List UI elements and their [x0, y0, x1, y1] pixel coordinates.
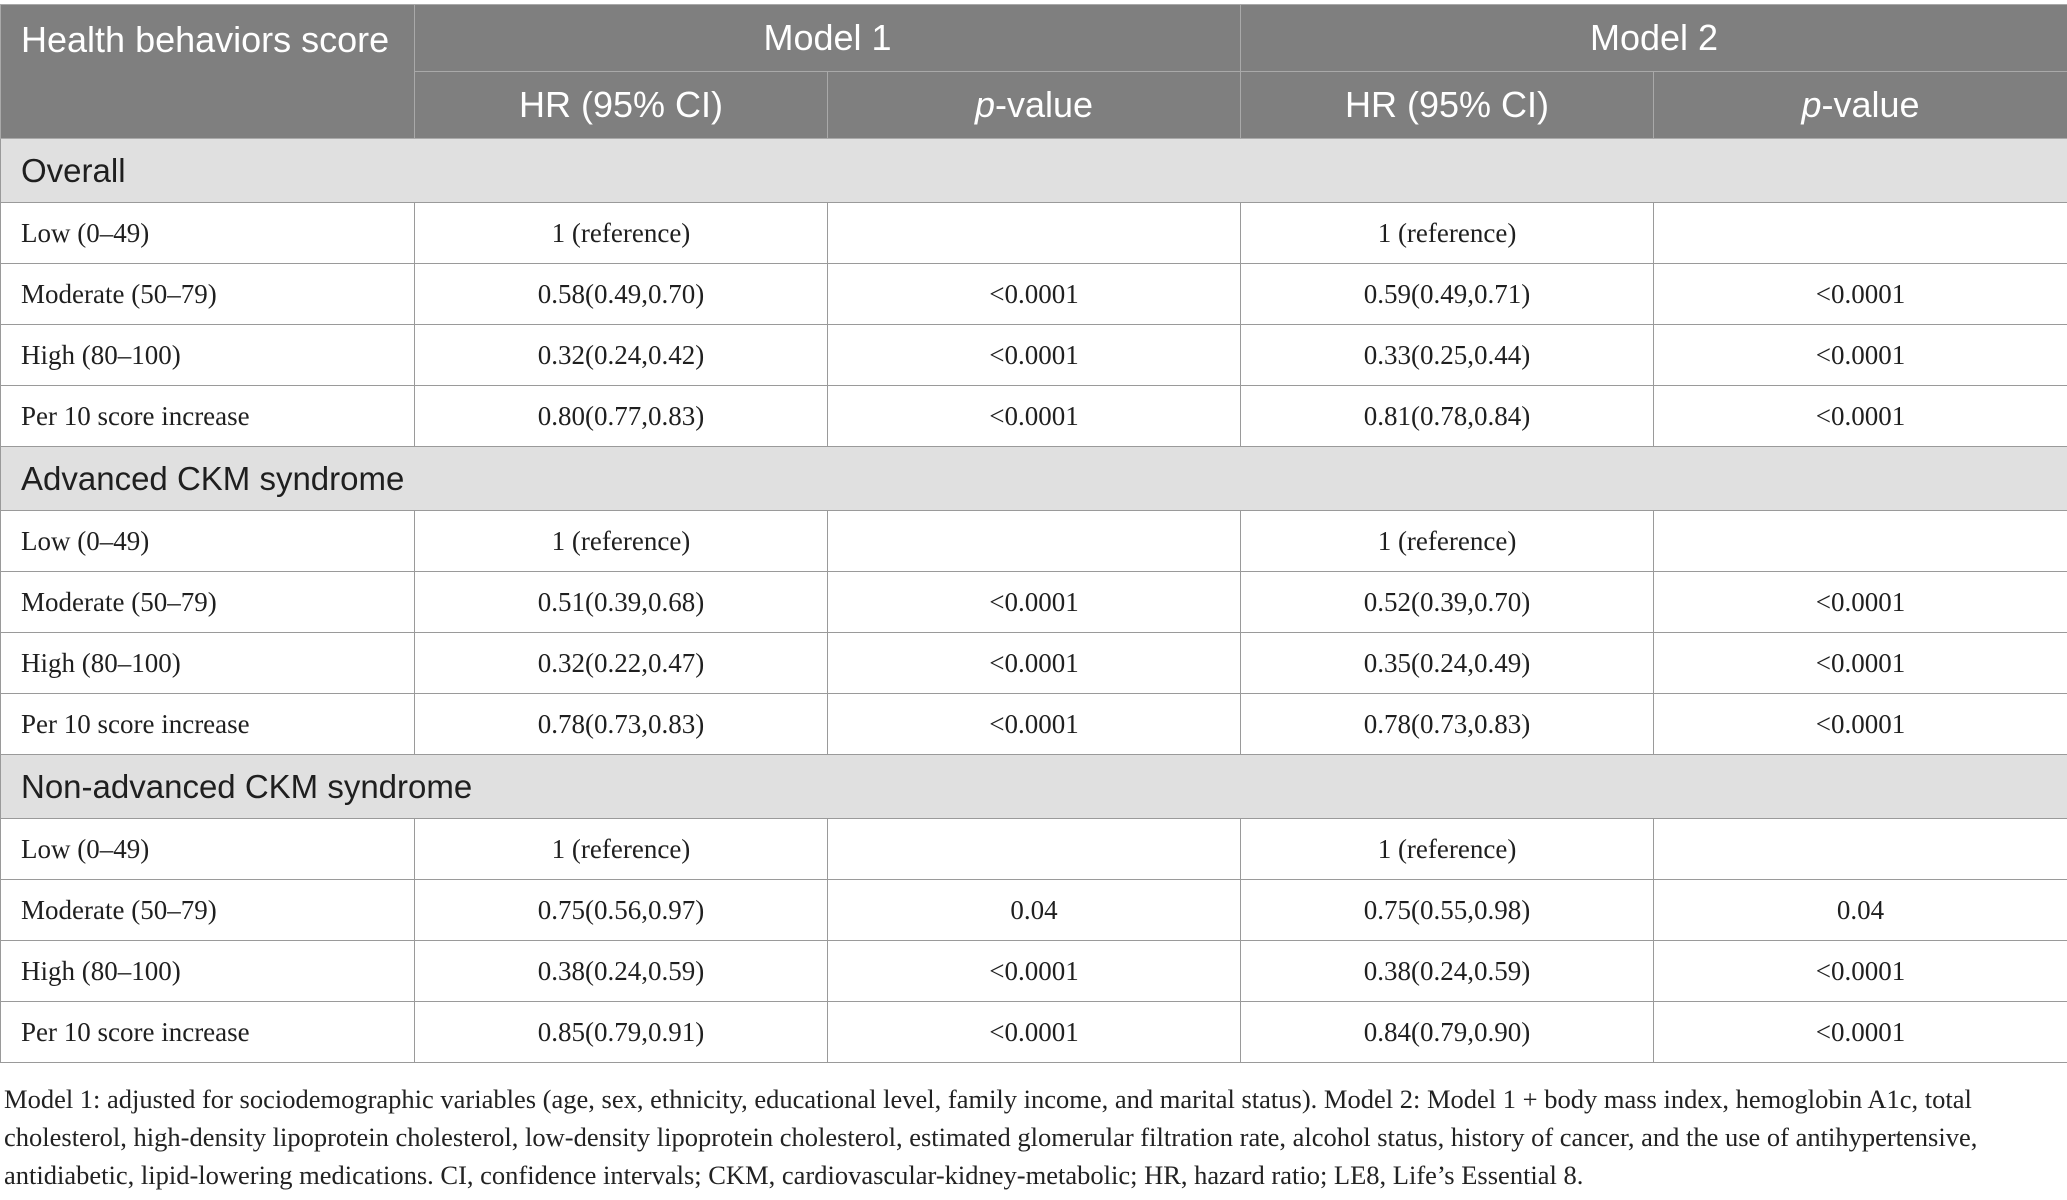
model-1-p-header: [828, 72, 1241, 139]
table-row: [1, 203, 2067, 264]
table-row: [1, 386, 2067, 447]
model-2-hr-cell: 0.78(0.73,0.83): [1241, 694, 1654, 755]
model-2-hr-cell: 0.84(0.79,0.90): [1241, 1002, 1654, 1063]
p-italic: p: [1801, 84, 1822, 125]
section-row-advanced-ckm: [1, 447, 2067, 511]
row-label-header: Health behaviors score: [1, 5, 415, 139]
header-row-models: [1, 5, 2067, 72]
table-row: [1, 264, 2067, 325]
model-1-p-cell: <0.0001: [828, 572, 1241, 633]
table-row: [1, 694, 2067, 755]
model-2-header: Model 2: [1241, 5, 2067, 72]
model-2-p-cell: [1654, 819, 2067, 880]
model-1-hr-cell: 0.32(0.24,0.42): [415, 325, 828, 386]
model-1-p-cell: [828, 203, 1241, 264]
table-row: [1, 880, 2067, 941]
section-row-non-advanced-ckm: [1, 755, 2067, 819]
model-1-p-cell: [828, 819, 1241, 880]
model-2-hr-cell: 0.75(0.55,0.98): [1241, 880, 1654, 941]
row-label: High (80–100): [1, 941, 415, 1002]
model-1-hr-cell: 0.51(0.39,0.68): [415, 572, 828, 633]
model-1-p-cell: 0.04: [828, 880, 1241, 941]
model-2-hr-cell: 1 (reference): [1241, 203, 1654, 264]
results-table-container: [0, 4, 2067, 1063]
model-2-p-cell: <0.0001: [1654, 941, 2067, 1002]
model-2-hr-cell: 0.59(0.49,0.71): [1241, 264, 1654, 325]
model-1-header: Model 1: [415, 5, 1241, 72]
row-label: Low (0–49): [1, 819, 415, 880]
model-1-p-cell: <0.0001: [828, 694, 1241, 755]
model-1-hr-cell: 0.78(0.73,0.83): [415, 694, 828, 755]
model-2-p-cell: <0.0001: [1654, 694, 2067, 755]
model-1-p-cell: <0.0001: [828, 386, 1241, 447]
model-1-hr-cell: 0.38(0.24,0.59): [415, 941, 828, 1002]
model-1-hr-header: HR (95% CI): [415, 72, 828, 139]
model-1-p-cell: <0.0001: [828, 633, 1241, 694]
row-label: Moderate (50–79): [1, 264, 415, 325]
row-label: Low (0–49): [1, 511, 415, 572]
model-2-hr-cell: 0.81(0.78,0.84): [1241, 386, 1654, 447]
model-2-hr-cell: 0.33(0.25,0.44): [1241, 325, 1654, 386]
model-1-hr-cell: 0.75(0.56,0.97): [415, 880, 828, 941]
row-label: High (80–100): [1, 325, 415, 386]
table-row: [1, 1002, 2067, 1063]
row-label: Low (0–49): [1, 203, 415, 264]
row-label: Moderate (50–79): [1, 572, 415, 633]
model-2-hr-cell: 1 (reference): [1241, 819, 1654, 880]
model-1-hr-cell: 1 (reference): [415, 203, 828, 264]
model-2-p-cell: <0.0001: [1654, 1002, 2067, 1063]
model-1-hr-cell: 1 (reference): [415, 819, 828, 880]
hazard-ratio-table: [0, 4, 2067, 1063]
table-row: [1, 941, 2067, 1002]
model-2-p-cell: <0.0001: [1654, 325, 2067, 386]
model-1-hr-cell: 1 (reference): [415, 511, 828, 572]
model-2-hr-header: HR (95% CI): [1241, 72, 1654, 139]
model-2-hr-cell: 0.38(0.24,0.59): [1241, 941, 1654, 1002]
model-2-p-header: [1654, 72, 2067, 139]
model-2-p-cell: [1654, 511, 2067, 572]
table-footnote: Model 1: adjusted for sociodemographic variables (age, sex, ethnicity, educational level, family income, and marital status). Model 2: Model 1 + body mass index, hemoglobin A1c, total cholesterol, high-density lipoprotein cholesterol, low-density lipoprotein cholesterol, estimated glomerular filtration rate, alcohol status, history of cancer, and the use of antihypertensive, antidiabetic, lipid-lowering medications. CI, confidence intervals; CKM, cardiovascular-kidney-metabolic; HR, hazard ratio; LE8, Life’s Essential 8.: [4, 1084, 1978, 1190]
section-title: Overall: [1, 139, 2067, 203]
model-1-p-cell: <0.0001: [828, 941, 1241, 1002]
model-2-p-cell: <0.0001: [1654, 572, 2067, 633]
model-1-hr-cell: 0.85(0.79,0.91): [415, 1002, 828, 1063]
table-row: [1, 572, 2067, 633]
model-1-p-cell: <0.0001: [828, 264, 1241, 325]
model-1-p-cell: <0.0001: [828, 325, 1241, 386]
table-row: [1, 511, 2067, 572]
model-2-hr-cell: 1 (reference): [1241, 511, 1654, 572]
model-2-p-cell: <0.0001: [1654, 264, 2067, 325]
row-label: High (80–100): [1, 633, 415, 694]
table-row: [1, 633, 2067, 694]
model-2-p-cell: <0.0001: [1654, 633, 2067, 694]
table-row: [1, 325, 2067, 386]
model-1-p-cell: [828, 511, 1241, 572]
p-suffix: -value: [994, 84, 1094, 125]
model-1-hr-cell: 0.80(0.77,0.83): [415, 386, 828, 447]
model-2-p-cell: [1654, 203, 2067, 264]
model-1-p-cell: <0.0001: [828, 1002, 1241, 1063]
model-2-hr-cell: 0.35(0.24,0.49): [1241, 633, 1654, 694]
model-1-hr-cell: 0.58(0.49,0.70): [415, 264, 828, 325]
section-title: Non-advanced CKM syndrome: [1, 755, 2067, 819]
row-label: Per 10 score increase: [1, 1002, 415, 1063]
section-row-overall: [1, 139, 2067, 203]
row-label: Moderate (50–79): [1, 880, 415, 941]
model-1-hr-cell: 0.32(0.22,0.47): [415, 633, 828, 694]
table-row: [1, 819, 2067, 880]
model-2-p-cell: <0.0001: [1654, 386, 2067, 447]
model-2-hr-cell: 0.52(0.39,0.70): [1241, 572, 1654, 633]
model-2-p-cell: 0.04: [1654, 880, 2067, 941]
p-italic: p: [974, 84, 995, 125]
row-label: Per 10 score increase: [1, 694, 415, 755]
row-label: Per 10 score increase: [1, 386, 415, 447]
p-suffix: -value: [1821, 84, 1920, 125]
section-title: Advanced CKM syndrome: [1, 447, 2067, 511]
